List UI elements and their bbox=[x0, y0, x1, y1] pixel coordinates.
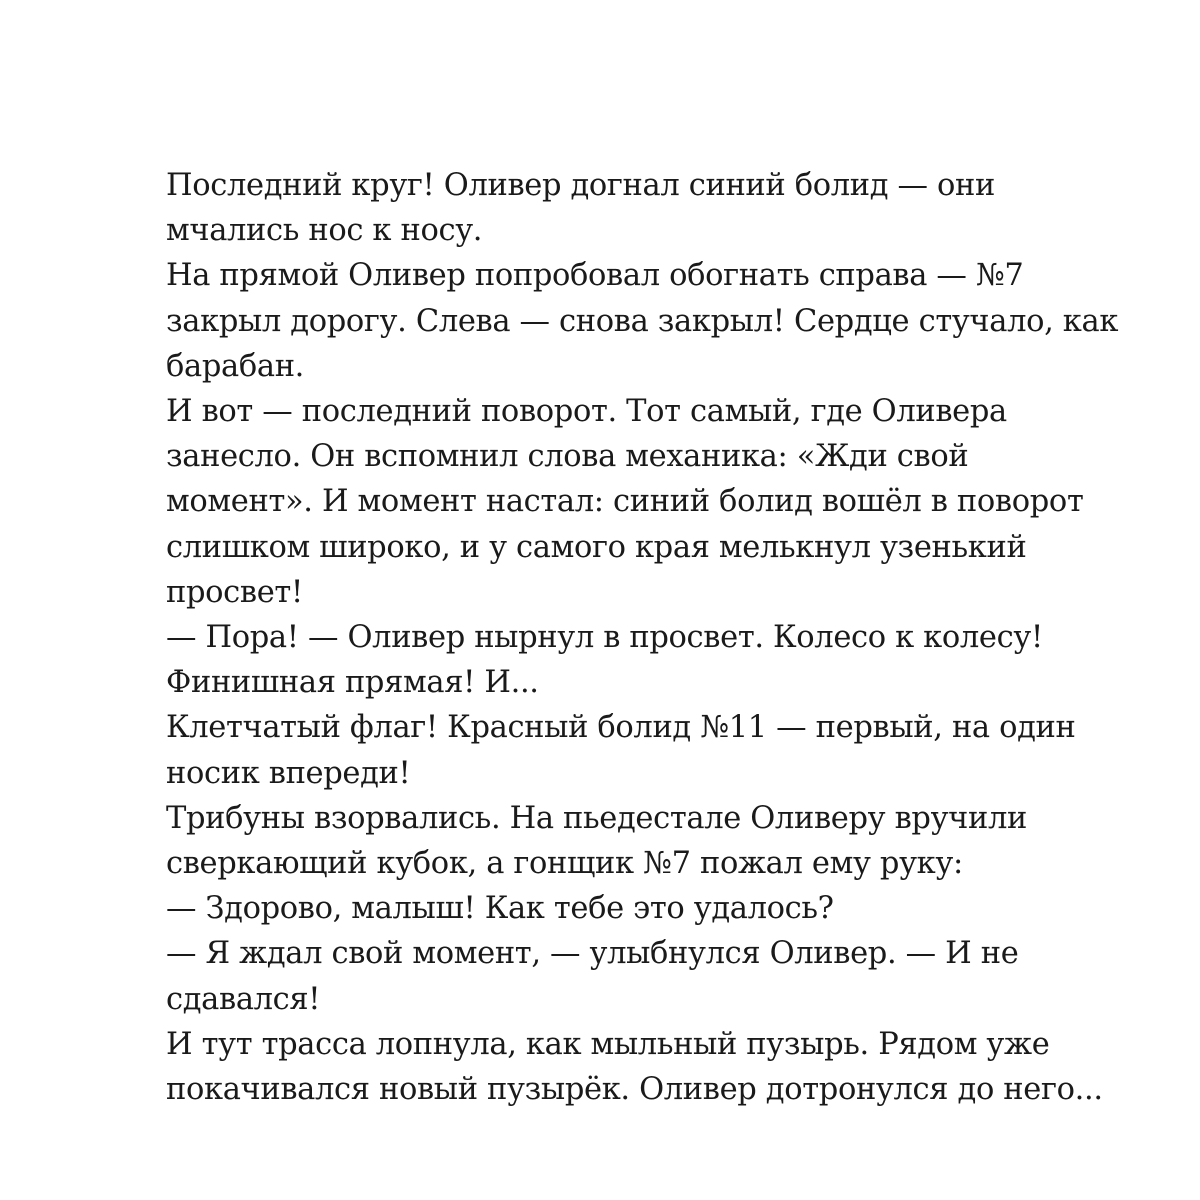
text-line: просвет! bbox=[166, 574, 303, 610]
text-line: носик впереди! bbox=[166, 755, 411, 791]
text-line: — Пора! — Оливер нырнул в просвет. Колесо к колесу! bbox=[166, 620, 1043, 656]
text-line: занесло. Он вспомнил слова механика: «Жди свой bbox=[166, 439, 969, 475]
text-line: И тут трасса лопнула, как мыльный пузырь. Рядом уже bbox=[166, 1026, 1050, 1062]
text-line: сдавался! bbox=[166, 981, 321, 1017]
story-text bbox=[166, 163, 1119, 1112]
text-line: Трибуны взорвались. На пьедестале Оливеру вручили bbox=[166, 800, 1027, 836]
text-line: На прямой Оливер попробовал обогнать справа — №7 bbox=[166, 258, 1024, 294]
text-line: И вот — последний поворот. Тот самый, где Оливера bbox=[166, 394, 1007, 430]
text-line: мчались нос к носу. bbox=[166, 213, 483, 249]
text-line: слишком широко, и у самого края мелькнул узенький bbox=[166, 529, 1027, 565]
text-line: — Я ждал свой момент, — улыбнулся Оливер. — И не bbox=[166, 936, 1019, 972]
text-line: — Здорово, малыш! Как тебе это удалось? bbox=[166, 891, 834, 927]
text-line: покачивался новый пузырёк. Оливер дотронулся до него... bbox=[166, 1072, 1103, 1108]
text-line: Последний круг! Оливер догнал синий болид — они bbox=[166, 168, 996, 203]
text-line: Клетчатый флаг! Красный болид №11 — первый, на один bbox=[166, 710, 1076, 746]
text-line: момент». И момент настал: синий болид вошёл в поворот bbox=[166, 484, 1084, 520]
text-line: закрыл дорогу. Слева — снова закрыл! Сердце стучало, как bbox=[166, 303, 1119, 339]
text-line: сверкающий кубок, а гонщик №7 пожал ему руку: bbox=[166, 846, 963, 882]
text-line: барабан. bbox=[166, 348, 305, 384]
text-line: Финишная прямая! И... bbox=[166, 665, 539, 701]
